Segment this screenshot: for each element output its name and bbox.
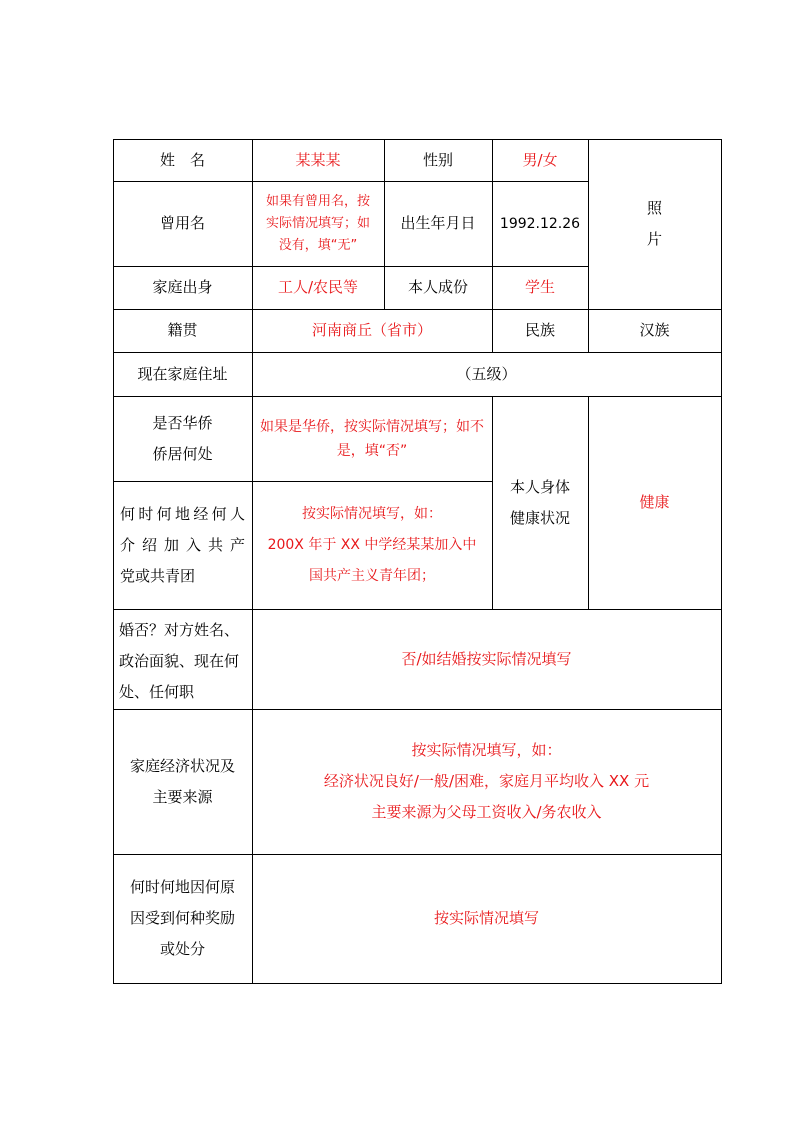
awards-label [113, 854, 252, 983]
economy-value-line1: 按实际情况填写，如： [411, 741, 562, 759]
economy-value[interactable] [252, 709, 721, 854]
address-value[interactable]: （五级） [456, 364, 517, 383]
league-value-line1: 按实际情况填写，如： [302, 505, 442, 522]
ethnicity-value[interactable]: 汉族 [639, 321, 670, 339]
family-origin-label: 家庭出身 [152, 278, 213, 296]
marriage-label-line1: 婚否？对方姓名、 [119, 621, 240, 639]
gender-value[interactable]: 男/女 [522, 150, 558, 169]
overseas-value[interactable] [252, 396, 492, 481]
health-label-line1: 本人身体 [509, 477, 570, 496]
overseas-value-line1: 如果是华侨，按实际情况填写；如不 [260, 418, 484, 435]
league-value-line3: 国共产主义青年团； [309, 567, 435, 584]
overseas-label-line2: 侨居何处 [152, 444, 213, 463]
economy-value-line2: 经济状况良好/一般/困难，家庭月平均收入 XX 元 [323, 772, 650, 790]
league-value-line2: 200X 年于 XX 中学经某某加入中 [267, 536, 477, 553]
economy-label-line1: 家庭经济状况及 [129, 756, 235, 775]
health-label [492, 396, 588, 609]
birth-value[interactable]: 1992.12.26 [499, 215, 581, 232]
former-name-label: 曾用名 [159, 214, 205, 232]
name-label: 姓 名 [159, 150, 205, 169]
league-label [113, 481, 252, 609]
ethnicity-label: 民族 [524, 321, 555, 339]
league-label-line2: 介绍加入共产 [120, 536, 245, 554]
gender-label: 性别 [422, 150, 453, 169]
marriage-label [113, 609, 252, 709]
health-label-line2: 健康状况 [509, 508, 570, 527]
health-value[interactable]: 健康 [639, 493, 670, 511]
former-name-value-line1: 如果有曾用名，按 [265, 193, 370, 209]
league-label-line3: 党或共青团 [120, 567, 196, 585]
birth-label: 出生年月日 [400, 214, 476, 232]
overseas-label [113, 396, 252, 481]
league-label-line1: 何时何地经何人 [120, 505, 245, 523]
native-place-value[interactable]: 河南商丘（省市） [311, 321, 432, 339]
economy-value-line3: 主要来源为父母工资收入/务农收入 [371, 803, 602, 821]
photo-label-line1: 照 [646, 199, 662, 217]
former-name-value-line3: 没有，填“无” [278, 237, 358, 253]
native-place-label: 籍贯 [167, 321, 198, 339]
family-origin-value[interactable]: 工人/农民等 [277, 278, 359, 296]
name-value[interactable]: 某某某 [295, 150, 341, 169]
registration-form-table [113, 139, 722, 984]
overseas-label-line1: 是否华侨 [152, 413, 213, 432]
awards-label-line2: 因受到何种奖励 [129, 909, 235, 927]
awards-label-line3: 或处分 [159, 940, 205, 958]
league-value[interactable] [252, 481, 492, 609]
economy-label-line2: 主要来源 [152, 787, 213, 806]
marriage-label-line2: 政治面貌、现在何 [119, 652, 240, 670]
photo-label-line2: 片 [646, 230, 662, 248]
awards-value[interactable]: 按实际情况填写 [433, 909, 539, 927]
overseas-value-line2: 是，填“否” [336, 442, 408, 459]
awards-label-line1: 何时何地因何原 [129, 878, 235, 896]
former-name-value-line2: 实际情况填写；如 [265, 215, 370, 231]
address-label: 现在家庭住址 [137, 364, 228, 383]
marriage-label-line3: 处、任何职 [119, 683, 195, 701]
economy-label [113, 709, 252, 854]
former-name-value[interactable] [252, 181, 384, 266]
personal-status-label: 本人成份 [407, 278, 468, 296]
personal-status-value[interactable]: 学生 [524, 278, 555, 296]
marriage-value[interactable]: 否/如结婚按实际情况填写 [401, 649, 572, 668]
photo-placeholder[interactable] [588, 139, 721, 309]
